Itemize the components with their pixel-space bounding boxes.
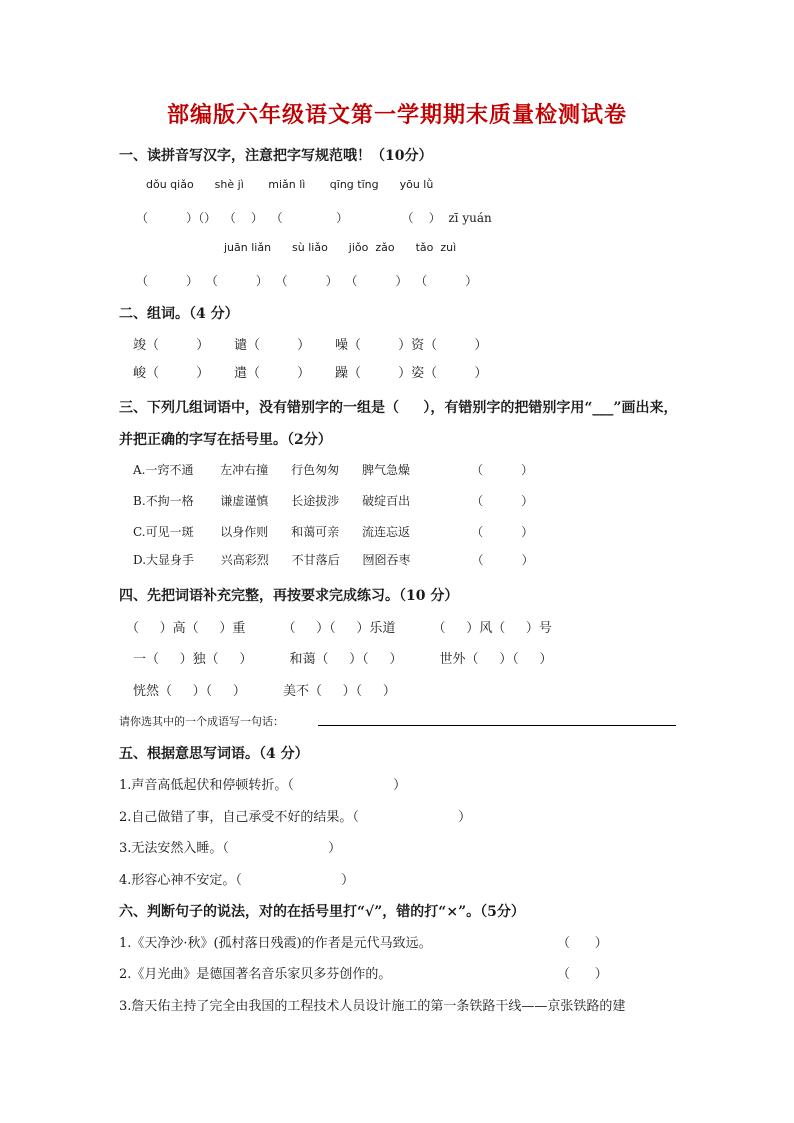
meaning-question-3: 3.无法安然入睡。（ ） xyxy=(119,841,342,856)
sentence-answer-line[interactable] xyxy=(318,725,676,726)
option-b: B.不拘一格 谦虚谨慎 长途拔涉 破绽百出 （ ） xyxy=(133,494,534,508)
section-4-heading: 四、先把词语补充完整，再按要求完成练习。（10 分） xyxy=(119,588,459,604)
judge-answer-1[interactable]: （ ） xyxy=(557,936,608,951)
meaning-question-1: 1.声音高低起伏和停顿转折。（ ） xyxy=(119,778,407,793)
pinyin-row-1: dǒu qiǎo shè jì miǎn lì qīng tīng yōu lǜ xyxy=(146,178,434,191)
meaning-question-4: 4.形容心神不安定。（ ） xyxy=(119,873,355,888)
pinyin-row-2: juān liǎn sù liǎo jiǒo zǎo tǎo zuì xyxy=(224,241,457,254)
answer-brackets-row-1: （ ）（） （ ） （ ） （ ） zī yuán xyxy=(136,211,492,225)
judge-question-3: 3.詹天佑主持了完全由我国的工程技术人员设计施工的第一条铁路干线——京张铁路的建 xyxy=(119,999,626,1014)
idiom-row-2: 一（ ）独（ ） 和蔼（ ）（ ） 世外（ ）（ ） xyxy=(133,652,553,667)
meaning-question-2: 2.自己做错了事，自己承受不好的结果。（ ） xyxy=(119,810,472,825)
section-2-heading: 二、组词。（4 分） xyxy=(119,306,239,322)
idiom-row-3: 恍然（ ）（ ） 美不（ ）（ ） xyxy=(133,684,396,699)
section-3-heading: 三、下列几组词语中，没有错别字的一组是（ ），有错别字的把错别字用“___”画出来， xyxy=(119,400,678,416)
judge-answer-2[interactable]: （ ） xyxy=(557,967,608,982)
section-3-heading-cont: 并把正确的字写在括号里。（2分） xyxy=(119,432,332,448)
word-group-row-1: 竣（ ） 谴（ ） 噪（ ）资（ ） xyxy=(133,338,488,353)
document-title: 部编版六年级语文第一学期期末质量检测试卷 xyxy=(166,102,627,128)
idiom-row-1: （ ）高（ ）重 （ ）（ ）乐道 （ ）风（ ）号 xyxy=(126,621,552,636)
section-5-heading: 五、根据意思写词语。（4 分） xyxy=(119,746,309,762)
section-1-heading: 一、读拼音写汉字，注意把字写规范哦！（10分） xyxy=(119,148,433,164)
judge-question-1: 1.《天净沙·秋》(孤村落日残霞)的作者是元代马致远。 xyxy=(119,936,432,951)
option-c: C.可见一斑 以身作则 和蔼可亲 流连忘返 （ ） xyxy=(133,525,534,539)
option-d: D.大显身手 兴高彩烈 不甘落后 囫囵吞枣 （ ） xyxy=(133,553,534,567)
option-a: A.一窍不通 左冲右撞 行色匆匆 脾气急燥 （ ） xyxy=(133,463,534,477)
word-group-row-2: 峻（ ） 遣（ ） 躁（ ）姿（ ） xyxy=(133,366,488,381)
section-6-heading: 六、判断句子的说法，对的在括号里打“√”，错的打“×”。（5分） xyxy=(119,904,525,920)
answer-brackets-row-2: （ ） （ ） （ ） （ ） （ ） xyxy=(136,274,478,288)
sentence-prompt: 请你选其中的一个成语写一句话： xyxy=(119,715,284,728)
judge-question-2: 2.《月光曲》是德国著名音乐家贝多芬创作的。 xyxy=(119,967,392,982)
